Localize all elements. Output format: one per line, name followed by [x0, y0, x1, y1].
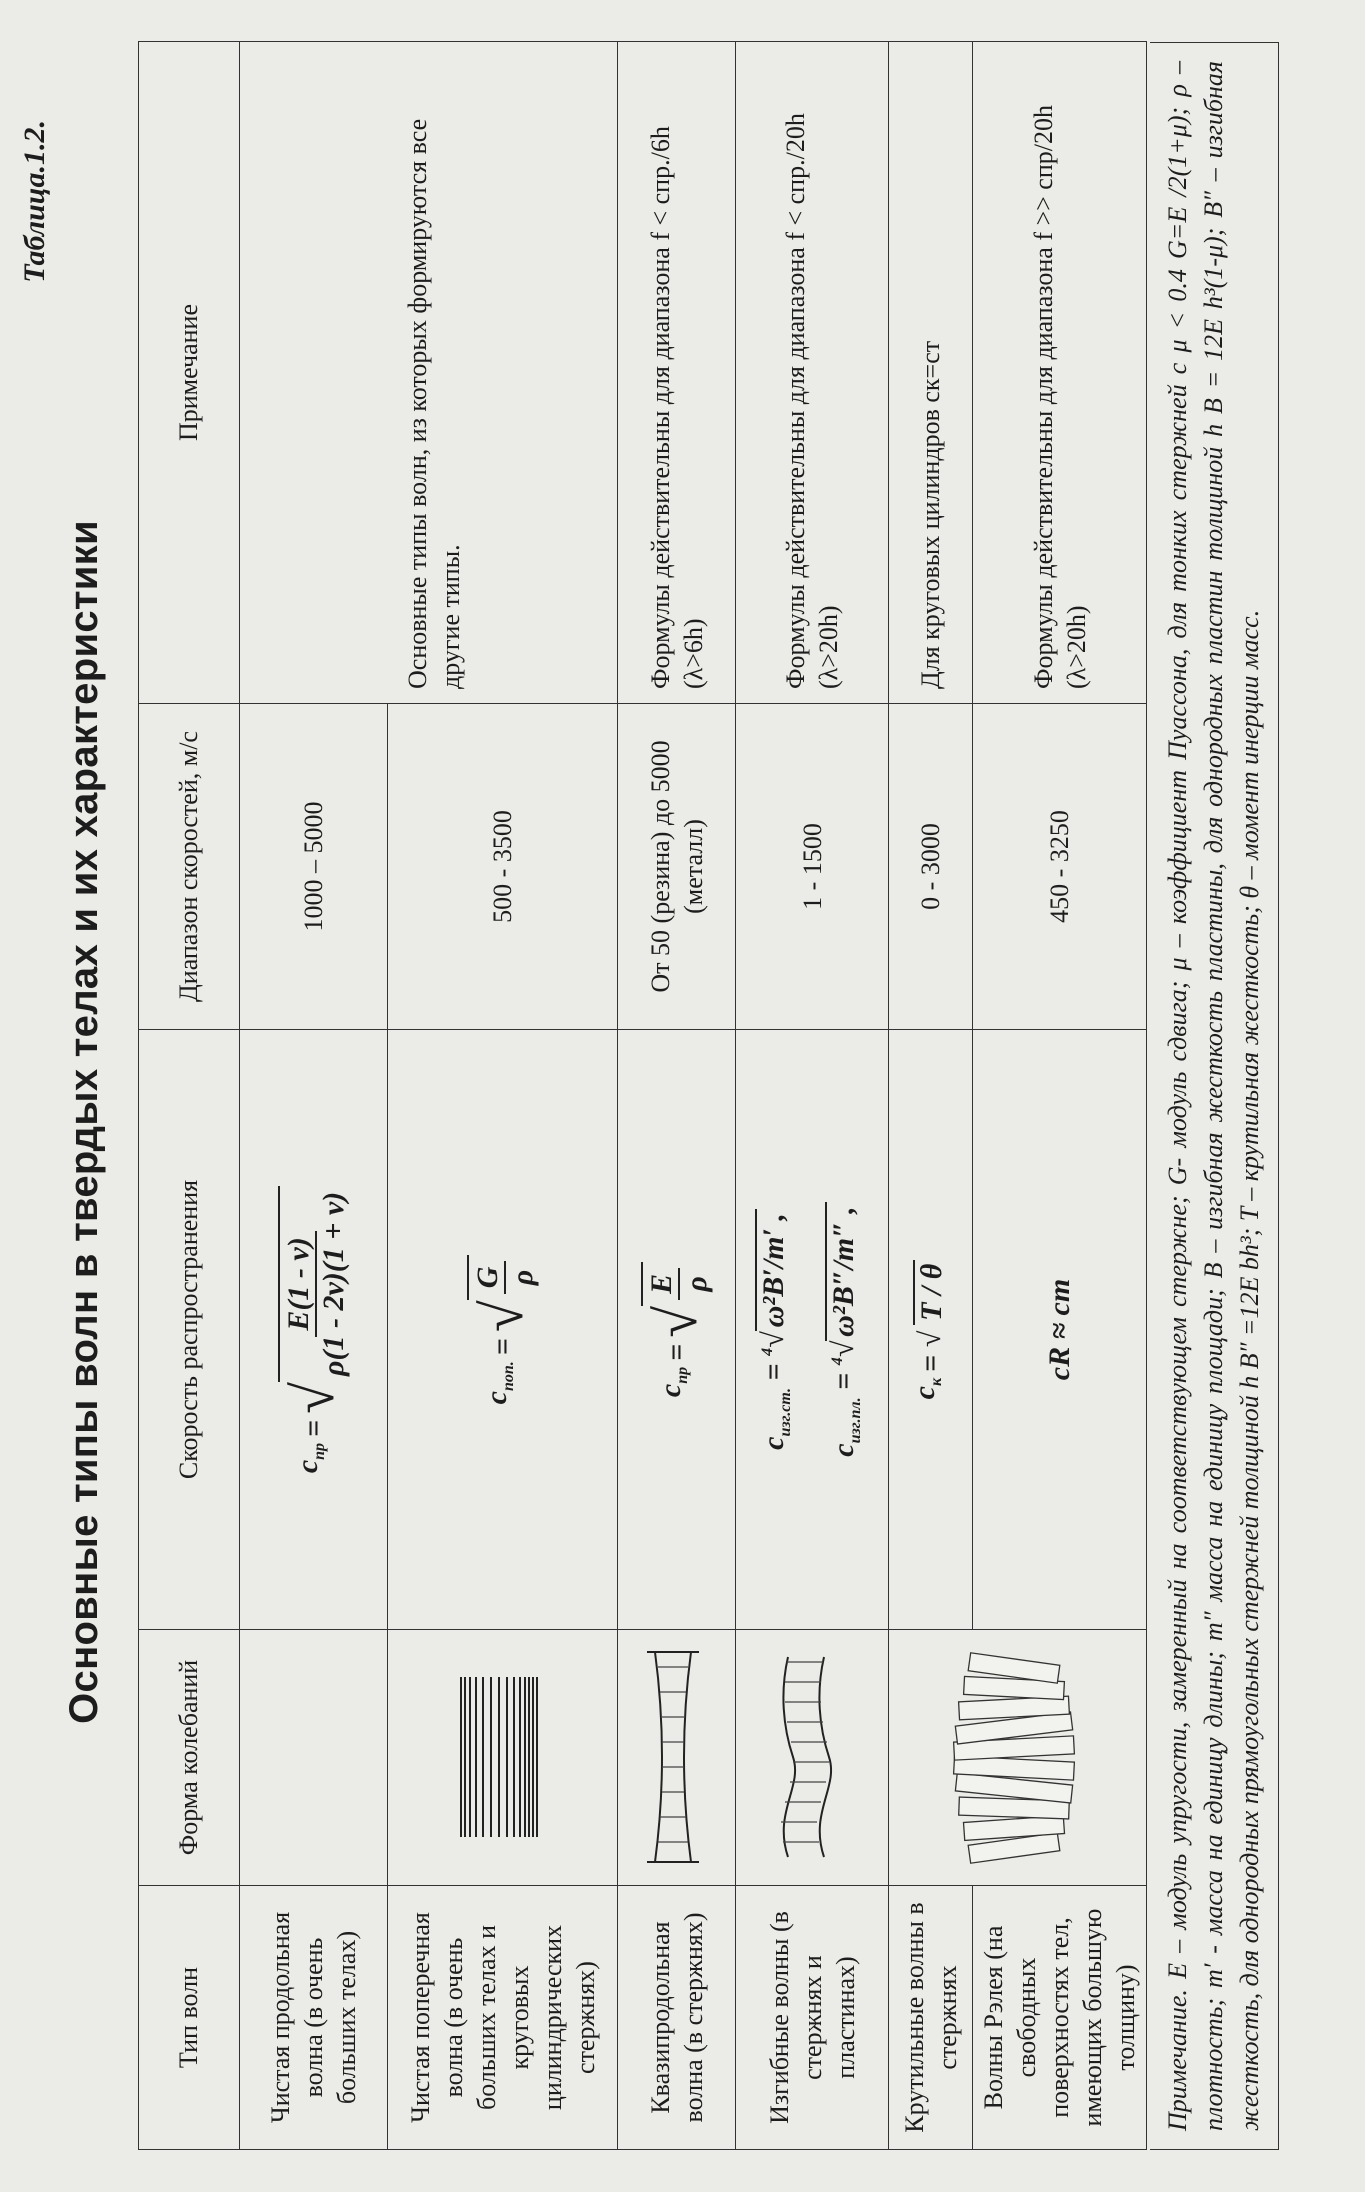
wave-type-cell: Волны Рэлея (на свободных поверхностях тел, имеющих большую толщину) — [973, 1886, 1147, 2150]
wavy-bar-illustration — [768, 1648, 848, 1868]
formula-radicand: ω²B′/m′ , — [755, 1209, 790, 1331]
formula-lhs: c — [480, 1391, 513, 1405]
formula-subscript: изг.ст. — [777, 1387, 794, 1437]
note-cell: Основные типы волн, из которых формируются все другие типы. — [240, 42, 618, 704]
wave-types-table — [138, 41, 1147, 2150]
formula-lhs: c — [654, 1383, 687, 1398]
formula-radicand: T / θ — [913, 1260, 948, 1325]
transverse-wave-illustration — [388, 1630, 618, 1886]
wave-type-cell: Чистая поперечная волна (в очень больших телах и круговых цилиндрических стержнях) — [388, 1886, 618, 2150]
table-row — [889, 42, 973, 2150]
formula-lhs: c — [291, 1459, 324, 1474]
header-row — [139, 42, 240, 2150]
formula-denominator: ρ — [679, 1276, 713, 1292]
torsional-rayleigh-illustration — [889, 1630, 1147, 1886]
formula-subscript: пр — [311, 1442, 328, 1460]
quasi-longitudinal-illustration — [618, 1630, 736, 1886]
note-cell: Формулы действительны для диапазона f < cпр./20h (λ>20h) — [736, 42, 889, 704]
speed-formula-cell: $c_{поп.}$ = √ G ρ — [388, 1030, 618, 1630]
formula-numerator: E — [645, 1268, 680, 1300]
note-cell: Формулы действительны для диапазона f >> cпр/20h (λ>20h) — [973, 42, 1147, 704]
bending-wave-illustration — [736, 1630, 889, 1886]
header-wave-type: Тип волн — [139, 1886, 240, 2150]
formula-denominator: ρ(1 - 2ν)(1 + ν) — [316, 1191, 350, 1376]
header-note: Примечание — [139, 42, 240, 704]
table-row — [736, 42, 889, 2150]
formula-subscript: к — [928, 1377, 945, 1387]
speed-formula-cell: $c_{пр}$ = √ E ρ — [618, 1030, 736, 1630]
table-row — [240, 42, 388, 2150]
range-cell: 1000 – 5000 — [240, 704, 388, 1030]
range-cell: От 50 (резина) до 5000 (металл) — [618, 704, 736, 1030]
table-row — [618, 42, 736, 2150]
formula-lhs: c — [757, 1436, 790, 1450]
note-cell: Для круговых цилиндров cк=cт — [889, 42, 973, 704]
speed-formula-cell: $c_{пр}$ = √ E(1 - ν) ρ(1 - 2ν)(1 + ν) — [240, 1030, 388, 1630]
formula-subscript: пр — [674, 1366, 691, 1384]
header-speed: Скорость распространения — [139, 1030, 240, 1630]
range-cell: 1 - 1500 — [736, 704, 889, 1030]
oscillation-form-cell — [240, 1630, 388, 1886]
formula-denominator: ρ — [505, 1269, 539, 1286]
speed-formula-cell: $c_{изг.ст.} = ^4√\omega^2B'/m'$ , $c_{изг.пл.} = ^4√\omega^2B''/m''$ , — [736, 1030, 889, 1630]
header-oscillation-form: Форма колебаний — [139, 1630, 240, 1886]
wave-type-cell: Чистая продольная волна (в очень больших телах) — [240, 1886, 388, 2150]
twisted-bar-illustration — [914, 1643, 1114, 1873]
formula-subscript: поп. — [500, 1361, 517, 1392]
document-title: Основные типы волн в твердых телах и их характеристики — [62, 520, 106, 1724]
note-cell: Формулы действительны для диапазона f < cпр./6h (λ>6h) — [618, 42, 736, 704]
transverse-lines-image — [439, 1658, 559, 1858]
wave-type-cell: Изгибные волны (в стержнях и пластинах) — [736, 1886, 889, 2150]
formula-lhs: c — [908, 1386, 941, 1400]
speed-formula-cell: $c_к$ = √ T / θ — [889, 1030, 973, 1630]
table-footnote: Примечание. E – модуль упругости, замеренный на соответствующем стержне; G- модуль сдвига; μ – коэффициент Пуассона, для тонких стержней с μ < 0.4 G=E /2(1+μ); ρ – плотность; m′ - масса на единицу длины; m″ масса на единицу площади; B – изгибная жесткость пластины, для однородных пластин толщиной h B = 12E h³(1-μ); B″ – изгибная жесткость, для однородных прямоугольных стержней толщиной h B″ =12E bh³; T – крутильная жесткость; θ – момент инерции масс. — [1150, 42, 1279, 2150]
speed-formula-cell: cR ≈ cт — [973, 1030, 1147, 1630]
wave-type-cell: Квазипродольная волна (в стержнях) — [618, 1886, 736, 2150]
range-cell: 450 - 3250 — [973, 704, 1147, 1030]
formula-numerator: E(1 - ν) — [282, 1231, 317, 1336]
range-cell: 500 - 3500 — [388, 704, 618, 1030]
formula-radicand: ω²B″/m″ , — [825, 1202, 860, 1341]
bar-illustration — [633, 1643, 713, 1873]
wave-type-cell: Крутильные волны в стержнях — [889, 1886, 973, 2150]
range-cell: 0 - 3000 — [889, 704, 973, 1030]
formula-lhs: c — [827, 1443, 860, 1457]
formula-numerator: G — [471, 1261, 506, 1295]
table-caption: Таблица.1.2. — [18, 120, 51, 283]
formula-subscript: изг.пл. — [847, 1397, 864, 1444]
header-range: Диапазон скоростей, м/с — [139, 704, 240, 1030]
